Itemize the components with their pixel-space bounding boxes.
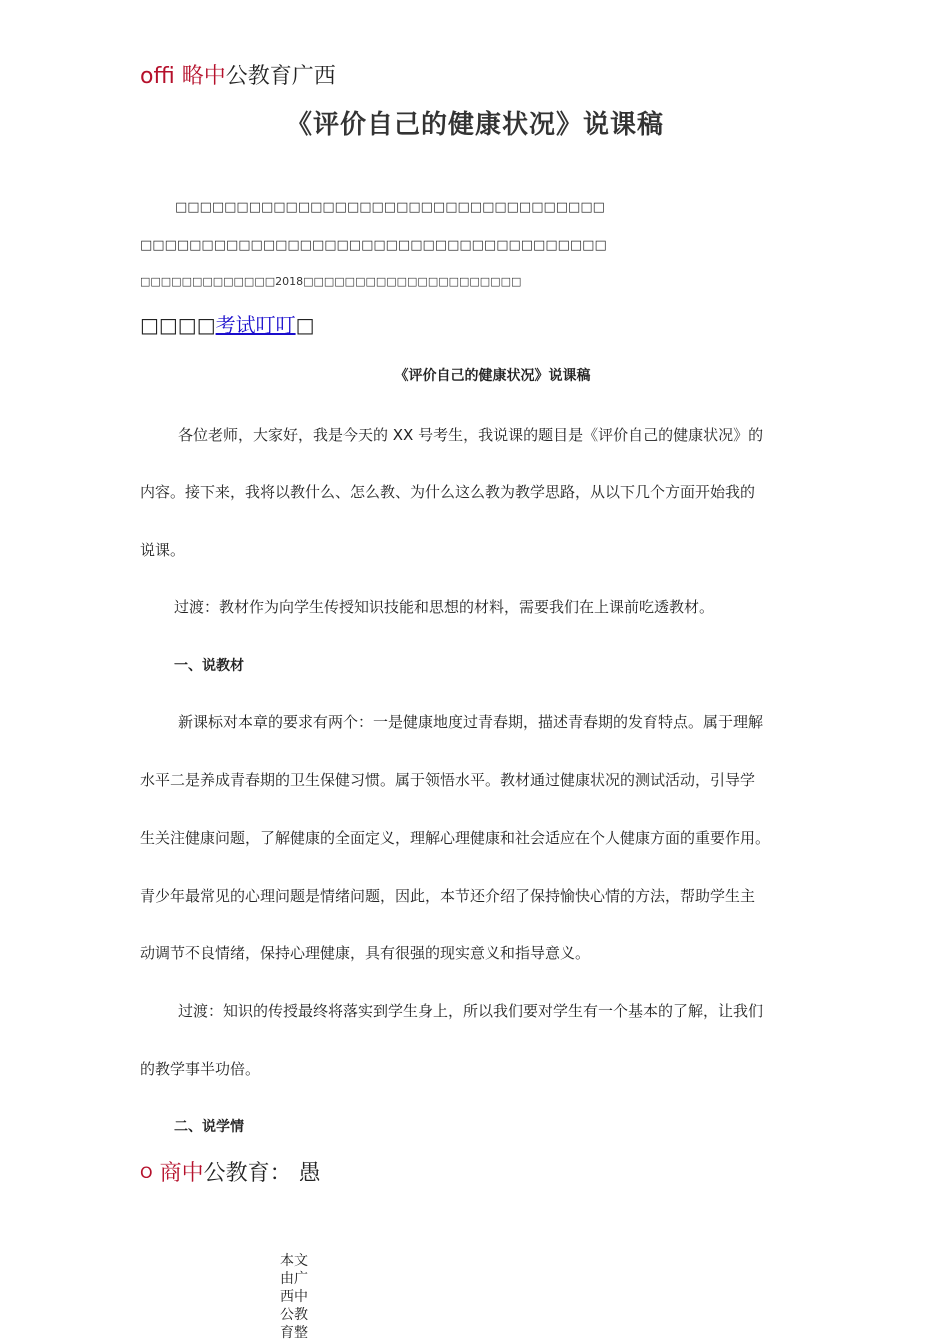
paragraph-line: 内容。接下来，我将以教什么、怎么教、为什么这么教为教学思路，从以下几个方面开始我的: [140, 483, 756, 501]
paragraph-line: 各位老师，大家好，我是今天的 XX 号考生，我说课的题目是《评价自己的健康状况》的: [178, 426, 764, 444]
garbled-line-3: □□□□□□□□□□□□□2018□□□□□□□□□□□□□□□□□□□□□: [140, 275, 522, 288]
paragraph-line: 青少年最常见的心理问题是情绪问题，因此，本节还介绍了保持愉快心情的方法，帮助学生主: [140, 887, 756, 905]
footer-logo: [140, 1156, 321, 1187]
page-title: 《评价自己的健康状况》说课稿: [285, 110, 664, 140]
footer-logo-tail: 愚: [298, 1161, 321, 1186]
footer-logo-o: O: [140, 1163, 153, 1182]
footer-logo-red: 商中: [159, 1161, 204, 1186]
subtitle: 《评价自己的健康状况》说课稿: [394, 368, 591, 384]
source-link[interactable]: 考试叮叮: [215, 313, 296, 337]
footer-logo-dark: 公教育：: [203, 1161, 292, 1186]
garbled-line-1: □□□□□□□□□□□□□□□□□□□□□□□□□□□□□□□□□□□: [175, 200, 605, 215]
paragraph-line: 过渡：知识的传授最终将落实到学生身上，所以我们要对学生有一个基本的了解，让我们: [178, 1002, 764, 1020]
paragraph-line: 水平二是养成青春期的卫生保健习惯。属于领悟水平。教材通过健康状况的测试活动，引导学: [140, 771, 756, 789]
logo-red-text: 略中: [181, 64, 226, 89]
source-suffix: □: [295, 313, 315, 337]
header-logo: [140, 62, 336, 92]
paragraph-line: 生关注健康问题，了解健康的全面定义，理解心理健康和社会适应在个人健康方面的重要作用。: [140, 829, 771, 847]
garbled-line-2: □□□□□□□□□□□□□□□□□□□□□□□□□□□□□□□□□□□□□□: [140, 238, 607, 253]
paragraph-line: 的教学事半功倍。: [140, 1060, 261, 1078]
section-heading: 二、说学情: [174, 1119, 244, 1135]
paragraph-line: 动调节不良情绪，保持心理健康，具有很强的现实意义和指导意义。: [140, 944, 591, 962]
logo-prefix: offi: [140, 64, 175, 89]
section-heading: 一、说教材: [174, 658, 244, 674]
source-prefix: □□□□: [140, 313, 216, 337]
logo-dark-text: 公教育广西: [225, 64, 336, 89]
paragraph-line: 说课。: [140, 541, 186, 559]
paragraph-line: 新课标对本章的要求有两个：一是健康地度过青春期，描述青春期的发育特点。属于理解: [178, 713, 764, 731]
source-line: [140, 309, 315, 338]
paragraph-line: 过渡：教材作为向学生传授知识技能和思想的材料，需要我们在上课前吃透教材。: [174, 598, 715, 616]
side-note: 本文由广西中公教育整: [280, 1253, 308, 1341]
